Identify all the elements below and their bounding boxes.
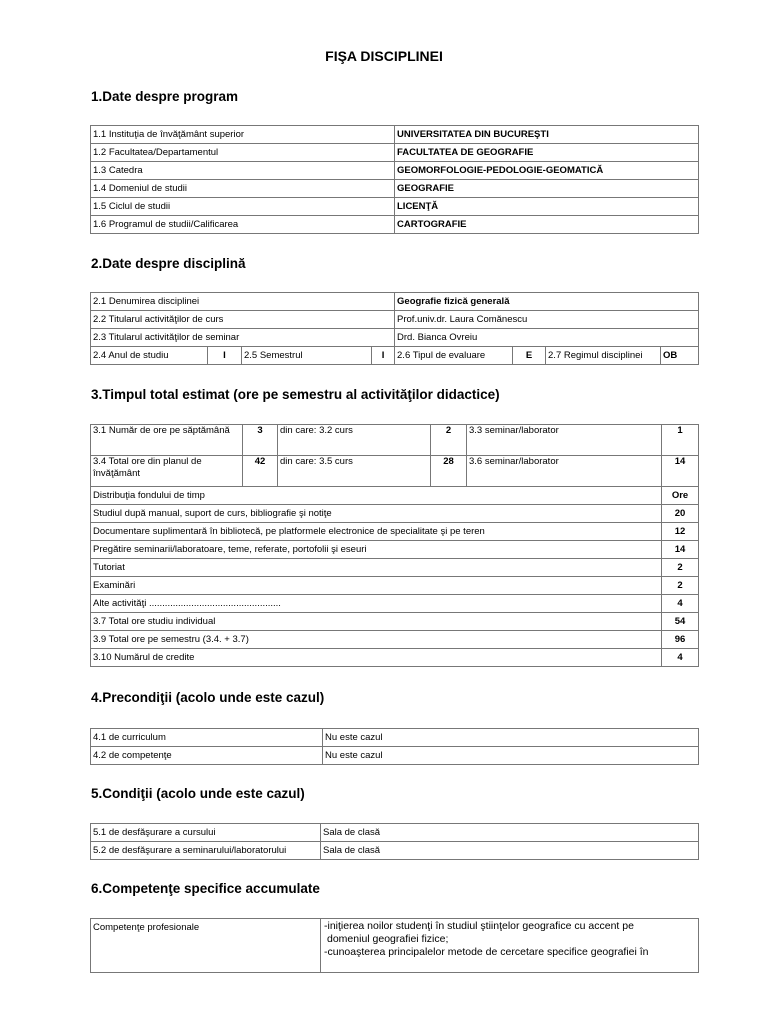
preconditions-table (90, 728, 699, 765)
table-row (91, 293, 699, 311)
hours-plan-value: 42 (243, 456, 278, 487)
dist-header-value: Ore (662, 487, 699, 505)
table-row (91, 595, 699, 613)
row-value: Sala de clasă (321, 842, 699, 860)
section-4-title: 4.Precondiţii (acolo unde este cazul) (91, 690, 325, 705)
row-value: Drd. Bianca Ovreiu (395, 329, 699, 347)
course-label: din care: 3.2 curs (278, 425, 431, 456)
table-row (91, 487, 699, 505)
row-value: FACULTATEA DE GEOGRAFIE (395, 144, 699, 162)
discipline-table (90, 292, 699, 365)
row-label: Studiul după manual, suport de curs, bibliografie şi notiţe (91, 505, 662, 523)
row-value: 4 (662, 595, 699, 613)
row-label: 2.2 Titularul activităţilor de curs (91, 311, 395, 329)
table-row (91, 329, 699, 347)
page-title: FIŞA DISCIPLINEI (325, 48, 443, 64)
row-value: Nu este cazul (323, 747, 699, 765)
course-value: 28 (431, 456, 467, 487)
table-row (91, 824, 699, 842)
course-value: 2 (431, 425, 467, 456)
course-label: din care: 3.5 curs (278, 456, 431, 487)
competence-text (321, 919, 699, 973)
table-row (91, 649, 699, 667)
time-table (90, 424, 699, 667)
evaluation-value: E (513, 347, 546, 365)
competence-line: -cunoaşterea principalelor metode de cercetare specifice geografiei în (324, 946, 649, 958)
row-label: 3.10 Numărul de credite (91, 649, 662, 667)
table-row (91, 729, 699, 747)
seminar-value: 1 (662, 425, 699, 456)
semester-value: I (372, 347, 395, 365)
row-label: 2.3 Titularul activităţilor de seminar (91, 329, 395, 347)
regime-label: 2.7 Regimul disciplinei (546, 347, 661, 365)
row-value: 2 (662, 577, 699, 595)
hours-week-label: 3.1 Număr de ore pe săptămână (91, 425, 243, 456)
section-5-title: 5.Condiţii (acolo unde este cazul) (91, 786, 305, 801)
competence-line: domeniul geografiei fizice; (327, 933, 449, 945)
dist-header-label: Distribuţia fondului de timp (91, 487, 662, 505)
row-value: Prof.univ.dr. Laura Comănescu (395, 311, 699, 329)
row-label: Alte activităţi .................................................. (91, 595, 662, 613)
table-row (91, 919, 699, 973)
row-value: 54 (662, 613, 699, 631)
row-label: 4.2 de competenţe (91, 747, 323, 765)
table-row (91, 216, 699, 234)
section-3-title: 3.Timpul total estimat (ore pe semestru al activităţilor didactice) (91, 387, 500, 402)
regime-value: OB (661, 347, 699, 365)
row-label: 1.6 Programul de studii/Calificarea (91, 216, 395, 234)
table-row (91, 613, 699, 631)
table-row (91, 559, 699, 577)
row-value: Sala de clasă (321, 824, 699, 842)
section-1-title: 1.Date despre program (91, 89, 239, 104)
row-label: 5.1 de desfăşurare a cursului (91, 824, 321, 842)
table-row (91, 198, 699, 216)
row-label: Documentare suplimentară în bibliotecă, pe platformele electronice de specialitate şi pe teren (91, 523, 662, 541)
table-row (91, 631, 699, 649)
hours-week-value: 3 (243, 425, 278, 456)
row-label: 1.3 Catedra (91, 162, 395, 180)
table-row (91, 311, 699, 329)
seminar-label: 3.3 seminar/laborator (467, 425, 662, 456)
year-value: I (208, 347, 242, 365)
table-row (91, 577, 699, 595)
row-value: LICENŢĂ (395, 198, 699, 216)
table-row (91, 842, 699, 860)
row-value: 14 (662, 541, 699, 559)
row-value: Nu este cazul (323, 729, 699, 747)
table-row (91, 180, 699, 198)
row-label: Examinări (91, 577, 662, 595)
row-label: 1.1 Instituţia de învăţământ superior (91, 126, 395, 144)
row-label: 5.2 de desfăşurare a seminarului/laboratorului (91, 842, 321, 860)
conditions-table (90, 823, 699, 860)
row-label: Tutoriat (91, 559, 662, 577)
competence-label: Competenţe profesionale (91, 919, 321, 973)
row-value: CARTOGRAFIE (395, 216, 699, 234)
competences-table (90, 918, 699, 973)
table-row (91, 144, 699, 162)
row-label: 1.5 Ciclul de studii (91, 198, 395, 216)
seminar-value: 14 (662, 456, 699, 487)
row-label: 2.1 Denumirea disciplinei (91, 293, 395, 311)
row-label: 1.4 Domeniul de studii (91, 180, 395, 198)
row-value: GEOMORFOLOGIE-PEDOLOGIE-GEOMATICĂ (395, 162, 699, 180)
evaluation-label: 2.6 Tipul de evaluare (395, 347, 513, 365)
table-row (91, 747, 699, 765)
table-row (91, 126, 699, 144)
table-row (91, 162, 699, 180)
program-table (90, 125, 699, 234)
row-label: 1.2 Facultatea/Departamentul (91, 144, 395, 162)
seminar-label: 3.6 seminar/laborator (467, 456, 662, 487)
competence-line: -iniţierea noilor studenţi în studiul ştiinţelor geografice cu accent pe (324, 920, 634, 932)
row-label: 3.7 Total ore studiu individual (91, 613, 662, 631)
table-row (91, 541, 699, 559)
row-label: 3.9 Total ore pe semestru (3.4. + 3.7) (91, 631, 662, 649)
row-value: Geografie fizică generală (395, 293, 699, 311)
section-6-title: 6.Competenţe specifice accumulate (91, 881, 320, 896)
row-label: 4.1 de curriculum (91, 729, 323, 747)
row-value: 12 (662, 523, 699, 541)
table-row (91, 505, 699, 523)
row-value: 96 (662, 631, 699, 649)
table-row (91, 347, 699, 365)
row-value: UNIVERSITATEA DIN BUCUREŞTI (395, 126, 699, 144)
year-label: 2.4 Anul de studiu (91, 347, 208, 365)
semester-label: 2.5 Semestrul (242, 347, 372, 365)
row-label: Pregătire seminarii/laboratoare, teme, referate, portofolii şi eseuri (91, 541, 662, 559)
row-value: 2 (662, 559, 699, 577)
row-value: 4 (662, 649, 699, 667)
table-row (91, 456, 699, 487)
table-row (91, 523, 699, 541)
row-value: 20 (662, 505, 699, 523)
table-row (91, 425, 699, 456)
section-2-title: 2.Date despre disciplină (91, 256, 246, 271)
row-value: GEOGRAFIE (395, 180, 699, 198)
hours-plan-label: 3.4 Total ore din planul de învăţământ (91, 456, 243, 487)
